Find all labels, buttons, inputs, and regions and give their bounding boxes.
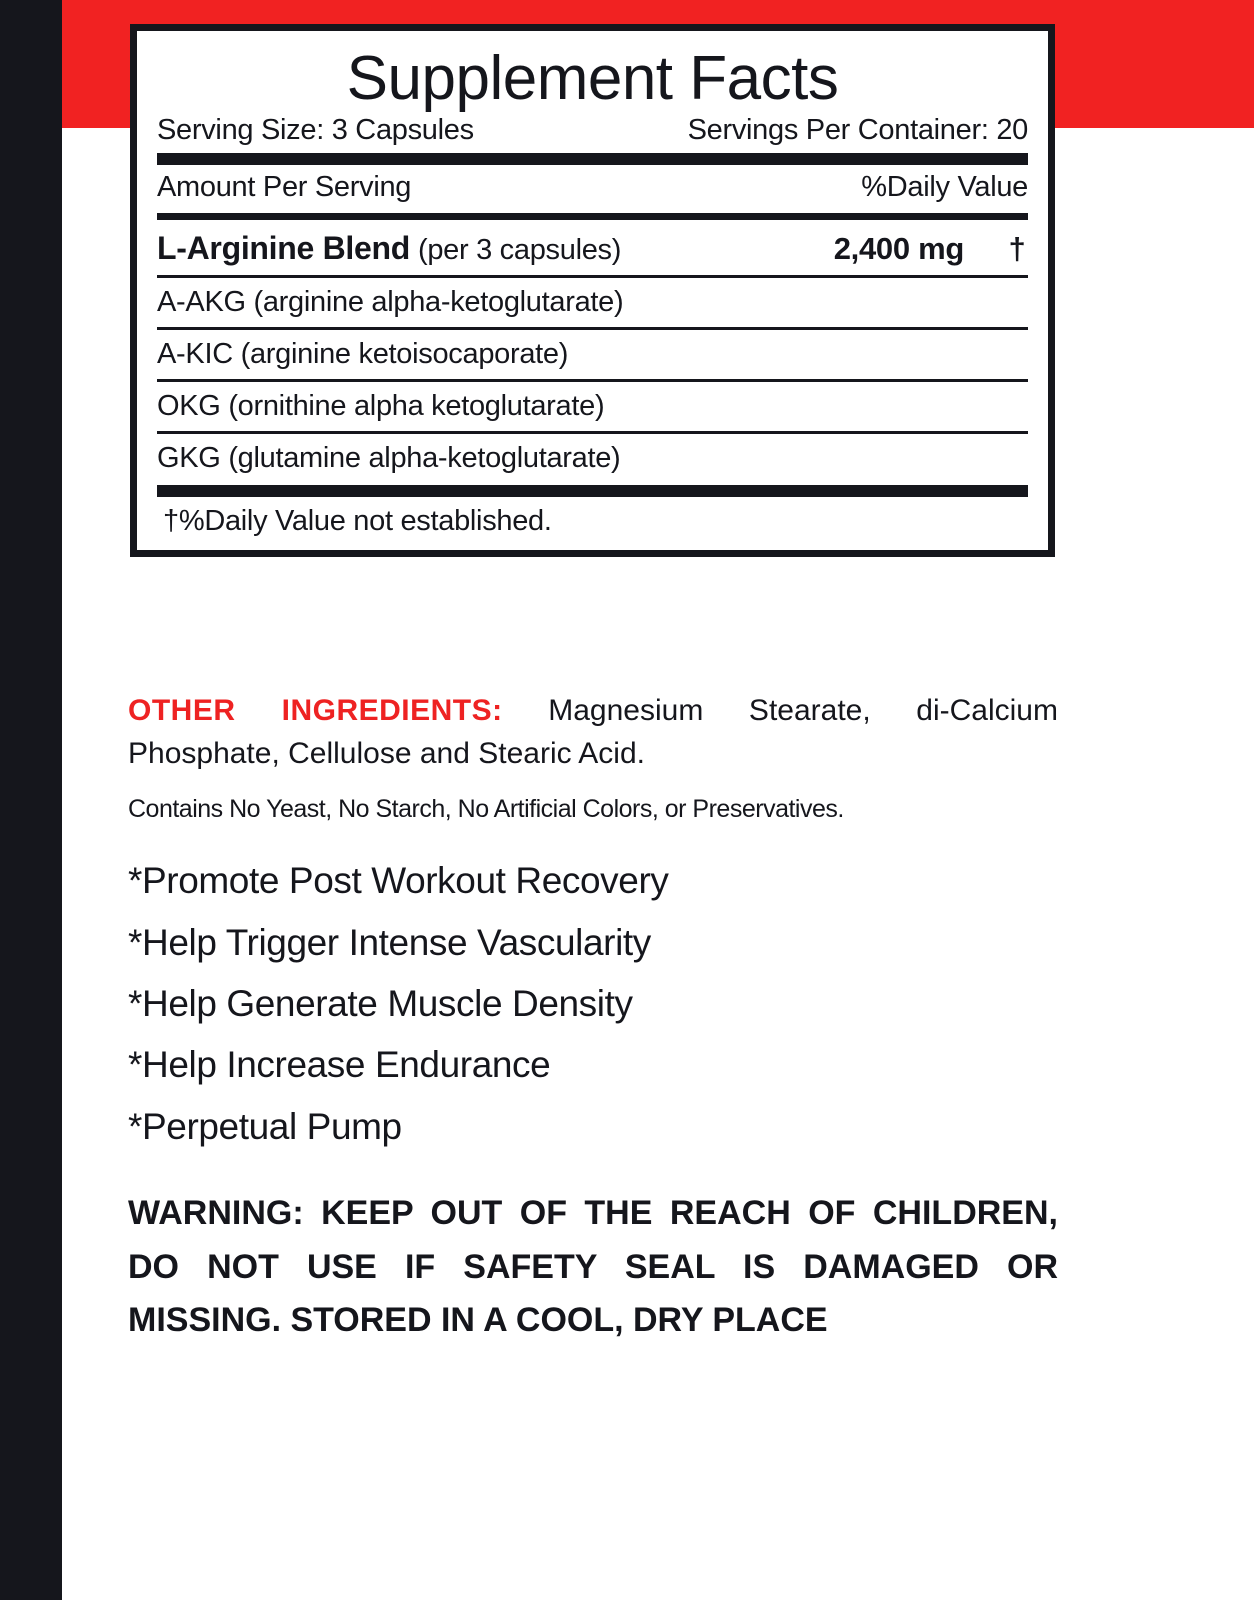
- warning-text: [128, 1187, 1058, 1347]
- blend-name: L-Arginine Blend: [157, 230, 410, 267]
- benefit-item: *Perpetual Pump: [128, 1105, 402, 1147]
- lower-content: [128, 690, 1058, 1347]
- serving-size: Serving Size: 3 Capsules: [157, 114, 474, 147]
- blend-amount: 2,400 mg: [833, 231, 964, 267]
- ingredient-row: A-KIC (arginine ketoisocaporate): [157, 338, 569, 371]
- blend-qualifier: (per 3 capsules): [417, 234, 622, 267]
- warning-line-1: WARNING: KEEP OUT OF THE REACH OF CHILDREN,: [128, 1194, 1058, 1233]
- benefit-item: *Help Generate Muscle Density: [128, 983, 633, 1024]
- contains-statement: Contains No Yeast, No Starch, No Artificial Colors, or Preservatives.: [128, 795, 844, 824]
- warning-line-3: MISSING. STORED IN A COOL, DRY PLACE: [128, 1300, 828, 1339]
- supplement-facts-panel: [130, 24, 1055, 557]
- ingredient-row: OKG (ornithine alpha ketoglutarate): [157, 390, 605, 423]
- daily-value-label: %Daily Value: [861, 171, 1028, 204]
- divider-thick-bottom: [157, 485, 1028, 497]
- left-accent-bar: [0, 0, 62, 1600]
- blend-row: [153, 220, 1032, 275]
- amount-per-serving-label: Amount Per Serving: [157, 171, 412, 204]
- benefit-item: *Help Increase Endurance: [128, 1044, 551, 1086]
- blend-daily-value: †: [1008, 231, 1026, 267]
- other-ingredients: [128, 690, 1058, 775]
- daily-value-footnote: †%Daily Value not established.: [163, 505, 552, 538]
- ingredient-row: GKG (glutamine alpha-ketoglutarate): [157, 442, 621, 475]
- ingredient-row: A-AKG (arginine alpha-ketoglutarate): [157, 286, 624, 319]
- benefit-item: *Promote Post Workout Recovery: [128, 860, 669, 902]
- serving-info-row: [153, 114, 1032, 151]
- benefit-item: *Help Trigger Intense Vascularity: [128, 921, 651, 963]
- warning-line-2: DO NOT USE IF SAFETY SEAL IS DAMAGED OR: [128, 1247, 1058, 1286]
- servings-per-container: Servings Per Container: 20: [687, 114, 1028, 147]
- benefits-list: [128, 850, 1058, 1157]
- other-ingredients-label: OTHER INGREDIENTS:: [128, 694, 503, 727]
- other-ingredients-text: Magnesium Stearate, di-Calcium Phosphate, Cellulose and Stearic Acid.: [128, 694, 1058, 770]
- divider-thick-top: [157, 153, 1028, 165]
- page-title: Supplement Facts: [346, 44, 839, 113]
- amount-header-row: [153, 165, 1032, 210]
- divider-medium: [157, 213, 1028, 220]
